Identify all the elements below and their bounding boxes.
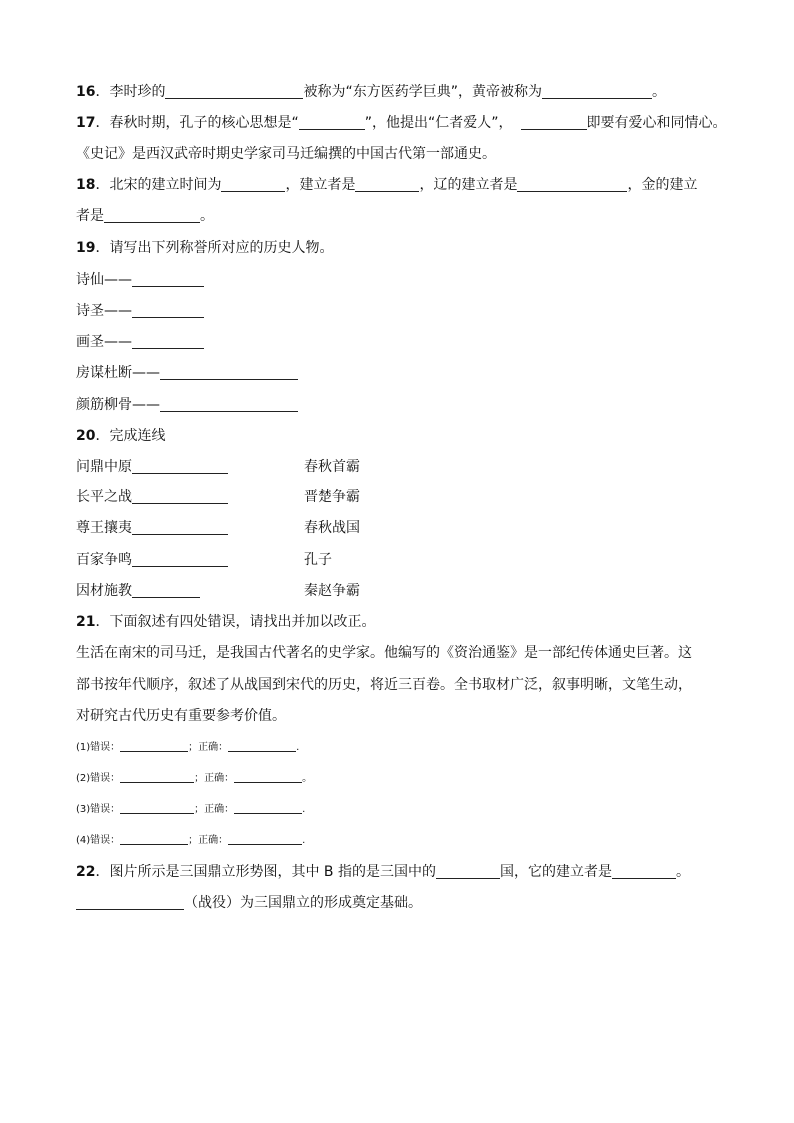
answer-blank[interactable] — [355, 176, 419, 192]
answer-blank[interactable] — [132, 458, 228, 474]
answer-blank[interactable] — [436, 863, 500, 879]
question-22-cont — [76, 893, 422, 913]
question-19 — [76, 238, 333, 258]
question-text: ”，他提出“仁者爱人”， — [364, 115, 513, 131]
list-item — [76, 332, 204, 352]
question-text: 者是 — [76, 208, 104, 224]
question-text: 。 — [652, 84, 666, 100]
row-label: ；正确： — [194, 804, 235, 815]
row-label: (2)错误： — [76, 773, 121, 784]
answer-blank[interactable] — [132, 582, 200, 598]
list-item — [76, 363, 298, 383]
question-number: 19 — [76, 240, 96, 256]
question-text: ．完成连线 — [95, 428, 166, 444]
question-text: ，辽的建立者是 — [419, 177, 518, 193]
item-label: 长平之战 — [76, 489, 132, 505]
answer-blank[interactable] — [160, 364, 298, 380]
note-shiji: 《史记》是西汉武帝时期史学家司马迁编撰的中国古代第一部通史。 — [76, 146, 496, 162]
answer-blank[interactable] — [228, 833, 302, 845]
question-text: （战役）为三国鼎立的形成奠定基础。 — [184, 895, 422, 911]
answer-blank[interactable] — [120, 833, 188, 845]
answer-blank[interactable] — [76, 894, 184, 910]
list-item — [76, 395, 298, 415]
correction-row — [76, 740, 299, 755]
match-right-item: 孔子 — [304, 552, 332, 568]
question-text: ．春秋时期，孔子的核心思想是“ — [95, 115, 299, 131]
correction-row — [76, 833, 305, 848]
list-item — [76, 270, 204, 290]
question-text: ．北宋的建立时间为 — [95, 177, 222, 193]
match-left-item — [76, 457, 228, 477]
row-label: (1)错误： — [76, 742, 121, 753]
question-number: 22 — [76, 864, 96, 880]
answer-blank[interactable] — [132, 302, 204, 318]
question-17 — [76, 113, 727, 133]
question-text: ，建立者是 — [285, 177, 356, 193]
paragraph-line: 对研究古代历史有重要参考价值。 — [76, 708, 286, 724]
question-text: 国，它的建立者是 — [500, 864, 612, 880]
question-number: 20 — [76, 428, 96, 444]
answer-blank[interactable] — [132, 519, 228, 535]
answer-blank[interactable] — [542, 83, 652, 99]
row-label: (4)错误： — [76, 835, 121, 846]
answer-blank[interactable] — [120, 740, 188, 752]
paragraph-line: 部书按年代顺序，叙述了从战国到宋代的历史，将近三百卷。全书取材广泛，叙事明晰，文笔生动， — [76, 677, 692, 693]
row-end: . — [302, 804, 306, 815]
answer-blank[interactable] — [165, 83, 303, 99]
row-label: ；正确： — [194, 773, 235, 784]
match-left-item — [76, 518, 228, 538]
question-text: 即要有爱心和同情心。 — [586, 115, 727, 131]
question-text: ．请写出下列称誉所对应的历史人物。 — [95, 240, 334, 256]
row-end: . — [302, 835, 306, 846]
match-left-item — [76, 487, 228, 507]
question-number: 16 — [76, 84, 96, 100]
item-label: 颜筋柳骨—— — [76, 397, 160, 413]
row-label: ；正确： — [188, 742, 229, 753]
answer-blank[interactable] — [612, 863, 676, 879]
match-left-item — [76, 550, 228, 570]
answer-blank[interactable] — [521, 114, 587, 130]
answer-blank[interactable] — [517, 176, 627, 192]
row-end: 。 — [302, 773, 313, 784]
question-text: ．下面叙述有四处错误，请找出并加以改正。 — [95, 614, 376, 630]
match-right-item: 晋楚争霸 — [304, 489, 360, 505]
match-left-item — [76, 581, 200, 601]
question-18 — [76, 175, 697, 195]
question-21 — [76, 612, 375, 632]
question-text: 。 — [676, 864, 690, 880]
question-number: 17 — [76, 115, 96, 131]
item-label: 诗圣—— — [76, 303, 132, 319]
question-16 — [76, 82, 666, 102]
answer-blank[interactable] — [132, 271, 204, 287]
paragraph-line: 生活在南宋的司马迁，是我国古代著名的史学家。他编写的《资治通鉴》是一部纪传体通史巨著。这 — [76, 645, 692, 661]
row-label: ；正确： — [188, 835, 229, 846]
correction-row — [76, 771, 312, 786]
question-18-cont — [76, 206, 214, 226]
question-text: ．图片所示是三国鼎立形势图，其中 B 指的是三国中的 — [95, 864, 436, 880]
answer-blank[interactable] — [299, 114, 365, 130]
answer-blank[interactable] — [132, 488, 228, 504]
answer-blank[interactable] — [132, 333, 204, 349]
answer-blank[interactable] — [120, 771, 194, 783]
question-text: ．李时珍的 — [95, 84, 166, 100]
answer-blank[interactable] — [104, 207, 200, 223]
row-end: . — [296, 742, 300, 753]
match-right-item: 春秋战国 — [304, 520, 360, 536]
answer-blank[interactable] — [221, 176, 285, 192]
answer-blank[interactable] — [120, 802, 194, 814]
question-number: 21 — [76, 614, 96, 630]
answer-blank[interactable] — [160, 396, 298, 412]
match-right-item: 秦赵争霸 — [304, 583, 360, 599]
question-text: 被称为“东方医药学巨典”，黄帝被称为 — [303, 84, 542, 100]
row-label: (3)错误： — [76, 804, 121, 815]
question-text: 。 — [200, 208, 214, 224]
question-text: ，金的建立 — [627, 177, 698, 193]
item-label: 问鼎中原 — [76, 459, 132, 475]
answer-blank[interactable] — [228, 740, 296, 752]
question-20 — [76, 426, 165, 446]
match-right-item: 春秋首霸 — [304, 459, 360, 475]
item-label: 百家争鸣 — [76, 552, 132, 568]
answer-blank[interactable] — [132, 551, 228, 567]
item-label: 因材施教 — [76, 583, 132, 599]
answer-blank[interactable] — [234, 771, 302, 783]
correction-row — [76, 802, 305, 817]
item-label: 诗仙—— — [76, 272, 132, 288]
list-item — [76, 301, 204, 321]
item-label: 画圣—— — [76, 334, 132, 350]
question-number: 18 — [76, 177, 96, 193]
answer-blank[interactable] — [234, 802, 302, 814]
question-22 — [76, 862, 690, 882]
item-label: 房谋杜断—— — [76, 365, 160, 381]
item-label: 尊王攘夷 — [76, 520, 132, 536]
